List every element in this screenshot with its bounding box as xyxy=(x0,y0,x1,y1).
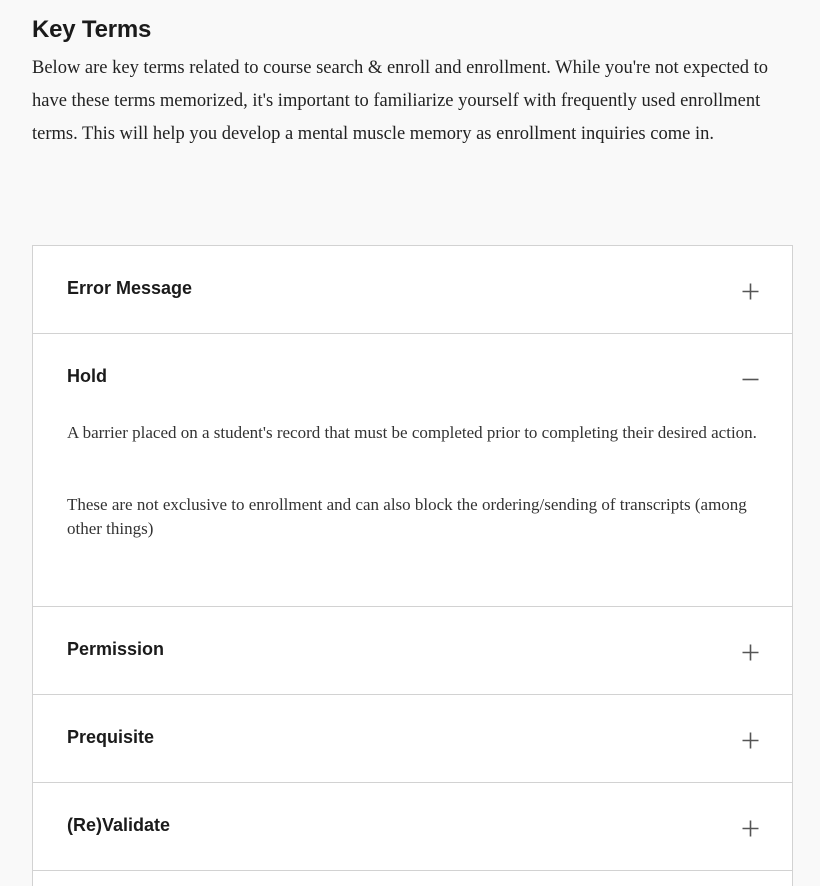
accordion-title: Prequisite xyxy=(67,727,155,747)
accordion-header-prequisite[interactable] xyxy=(33,695,792,782)
page-title: Key Terms xyxy=(32,16,152,43)
accordion-header-revalidate[interactable] xyxy=(33,783,792,870)
accordion-title: Hold xyxy=(67,366,107,386)
accordion-item-hold xyxy=(33,334,792,607)
accordion-title: Error Message xyxy=(67,278,193,298)
accordion-header-permission[interactable] xyxy=(33,607,792,694)
accordion-header-hold[interactable] xyxy=(33,334,792,421)
intro-paragraph: Below are key terms related to course search & enroll and enrollment. While you're not expected to have these terms memorized, it's important to familiarize yourself with frequently used enrollment terms. This will help you develop a mental muscle memory as enrollment inquiries come in. xyxy=(32,58,769,144)
minus-icon[interactable] xyxy=(741,370,760,389)
plus-icon[interactable] xyxy=(741,282,760,301)
accordion-item-error-message xyxy=(33,246,792,334)
accordion-title: Permission xyxy=(67,639,165,659)
plus-icon[interactable] xyxy=(741,731,760,750)
key-terms-accordion xyxy=(32,245,793,886)
accordion-item-revalidate xyxy=(33,783,792,871)
hold-definition: A barrier placed on a student's record that must be completed prior to completing their desired action. xyxy=(67,423,757,442)
accordion-title: (Re)Validate xyxy=(67,815,171,835)
accordion-header-error-message[interactable] xyxy=(33,246,792,333)
accordion-item-permission xyxy=(33,607,792,695)
plus-icon[interactable] xyxy=(741,819,760,838)
accordion-item-prequisite xyxy=(33,695,792,783)
plus-icon[interactable] xyxy=(741,643,760,662)
hold-note: These are not exclusive to enrollment and can also block the ordering/sending of transcripts (among other things) xyxy=(67,495,747,538)
accordion-body-hold xyxy=(33,421,792,606)
